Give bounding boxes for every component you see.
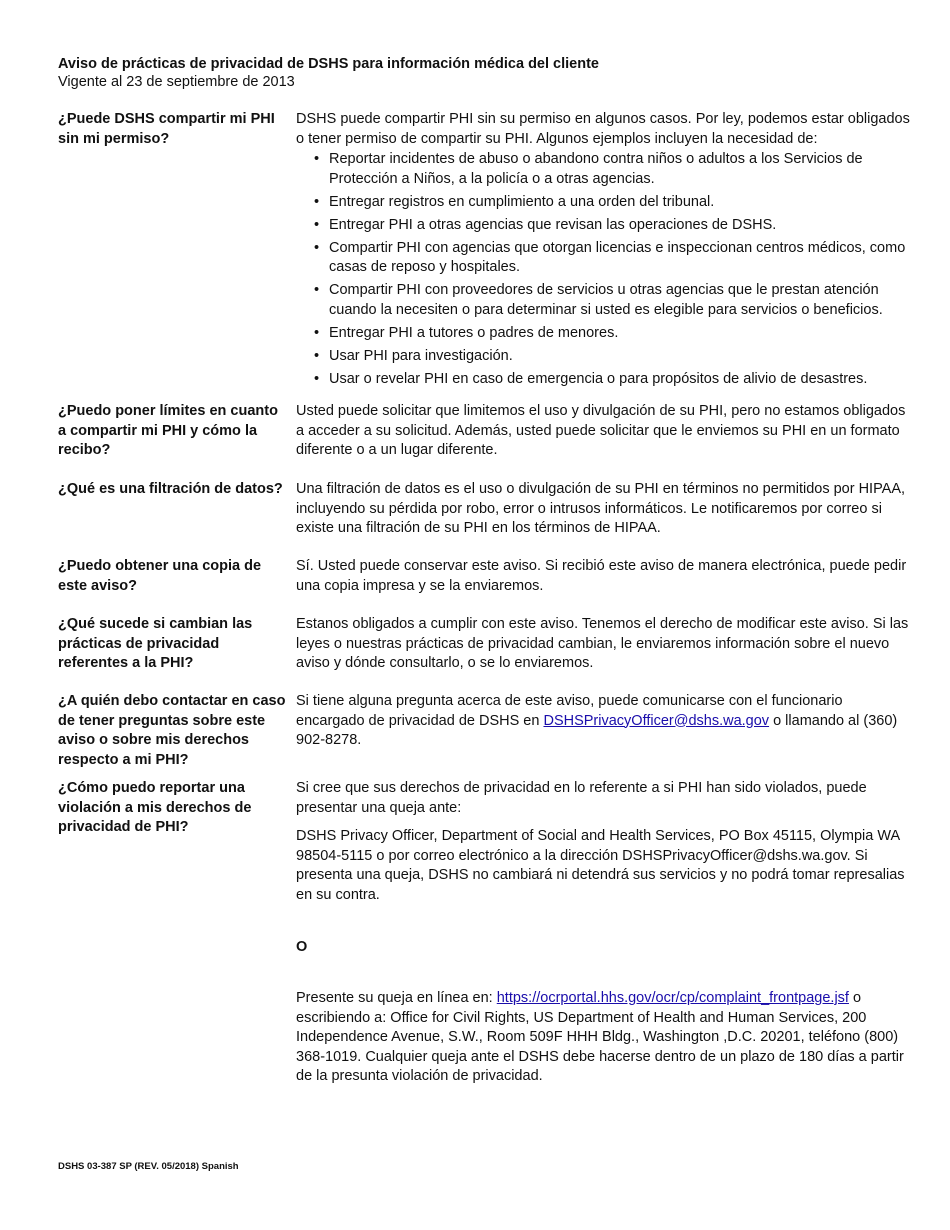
answer-text-end: o escribiendo a: Office for Civil Rights, US Department of Health and Human Services, 200 Independence Avenue, S.W., Room 509F HHH Bldg., Washington ,D.C. 20201, teléfono (800) 368-1019. Cualquier queja ante el DSHS debe hacerse dentro de un plazo de 180 días a partir de la presunta violación de privacidad. [296, 990, 904, 1084]
answer-limits [296, 402, 914, 461]
list-item: • Compartir PHI con agencias que otorgan licencias e inspeccionan centros médicos, como casas de reposo y hospitales. [329, 239, 914, 278]
answer-share-without-permission [296, 110, 914, 393]
question-changes: ¿Qué sucede si cambian las prácticas de privacidad referentes a la PHI? [58, 616, 253, 671]
list-item: • Compartir PHI con proveedores de servicios u otras agencias que le prestan atención cuando la necesiten o para determinar si usted es elegible para servicios o beneficios. [329, 281, 914, 320]
answer-report-violation [296, 779, 914, 905]
document-title: Aviso de prácticas de privacidad de DSHS para información médica del cliente [58, 56, 599, 72]
list-item: • Entregar PHI a otras agencias que revisan las operaciones de DSHS. [329, 216, 914, 236]
answer-intro: DSHS puede compartir PHI sin su permiso en algunos casos. Por ley, podemos estar obligados o tener permiso de compartir su PHI. Algunos ejemplos incluyen la necesidad de: [296, 111, 910, 147]
question-data-breach: ¿Qué es una filtración de datos? [58, 481, 283, 497]
list-item: • Entregar PHI a tutores o padres de menores. [329, 324, 914, 344]
question-report-violation: ¿Cómo puedo reportar una violación a mis derechos de privacidad de PHI? [58, 780, 252, 835]
question-contact: ¿A quién debo contactar en caso de tener preguntas sobre este aviso o sobre mis derechos respecto a mi PHI? [58, 693, 286, 768]
answer-contact [296, 692, 914, 751]
answer-copy [296, 557, 914, 596]
ocr-complaint-portal-link[interactable]: https://ocrportal.hhs.gov/ocr/cp/complaint_frontpage.jsf [496, 990, 849, 1006]
question-share-without-permission: ¿Puede DSHS compartir mi PHI sin mi permiso? [58, 111, 275, 147]
answer-text: Estanos obligados a cumplir con este aviso. Tenemos el derecho de modificar este aviso. Si las leyes o nuestras prácticas de privacidad cambian, le enviaremos información sobre el nuevo aviso y dónde consultarlo, o se lo enviaremos. [296, 616, 909, 671]
page-header [58, 55, 918, 91]
answer-paragraph: Si cree que sus derechos de privacidad en lo referente a si PHI han sido violados, puede presentar una queja ante: [296, 780, 867, 816]
answer-text: Una filtración de datos es el uso o divulgación de su PHI en términos no permitidos por HIPAA, incluyendo su pérdida por robo, error o intrusos informáticos. Le notificaremos por correo si existe una filtración de su PHI en los términos de HIPAA. [296, 481, 906, 536]
privacy-officer-email-link[interactable]: DSHSPrivacyOfficer@dshs.wa.gov [543, 712, 770, 729]
question-copy: ¿Puedo obtener una copia de este aviso? [58, 558, 262, 594]
form-id-footer: DSHS 03-387 SP (REV. 05/2018) Spanish [58, 1161, 239, 1172]
list-item: • Entregar registros en cumplimiento a una orden del tribunal. [329, 193, 914, 213]
answer-changes [296, 615, 914, 674]
effective-date: Vigente al 23 de septiembre de 2013 [58, 74, 295, 90]
answer-text: Sí. Usted puede conservar este aviso. Si recibió este aviso de manera electrónica, puede pedir una copia impresa y se la enviaremos. [296, 558, 907, 594]
examples-list [296, 150, 914, 389]
answer-text-start: Si tiene alguna pregunta acerca de este aviso, puede comunicarse con el funcionario encargado de privacidad de DSHS en [296, 693, 843, 729]
list-item: • Usar PHI para investigación. [329, 347, 914, 367]
answer-paragraph [296, 989, 914, 1087]
answer-text [296, 692, 914, 751]
answer-text-end: o llamando al (360) 902-8278. [296, 712, 898, 748]
question-limits: ¿Puedo poner límites en cuanto a compartir mi PHI y cómo la recibo? [58, 403, 278, 458]
answer-text-start: Presente su queja en línea en: [296, 990, 497, 1006]
online-complaint-paragraph [296, 989, 914, 1087]
list-item: • Usar o revelar PHI en caso de emergencia o para propósitos de alivio de desastres. [329, 370, 914, 390]
list-item: • Reportar incidentes de abuso o abandono contra niños o adultos a los Servicios de Protección a Niños, a la policía o a otras agencias. [329, 150, 914, 189]
or-separator: O [296, 939, 308, 955]
answer-paragraph: DSHS Privacy Officer, Department of Social and Health Services, PO Box 45115, Olympia WA 98504-5115 o por correo electrónico a la dirección DSHSPrivacyOfficer@dshs.wa.gov. Si presenta una queja, DSHS no cambiará ni detendrá sus servicios y no podrá tomar represalias en su contra. [296, 828, 905, 903]
answer-data-breach [296, 480, 914, 539]
answer-text: Usted puede solicitar que limitemos el uso y divulgación de su PHI, pero no estamos obligados a acceder a su solicitud. Además, usted puede solicitar que le enviemos su PHI en un formato diferente o a un lugar diferente. [296, 403, 906, 458]
